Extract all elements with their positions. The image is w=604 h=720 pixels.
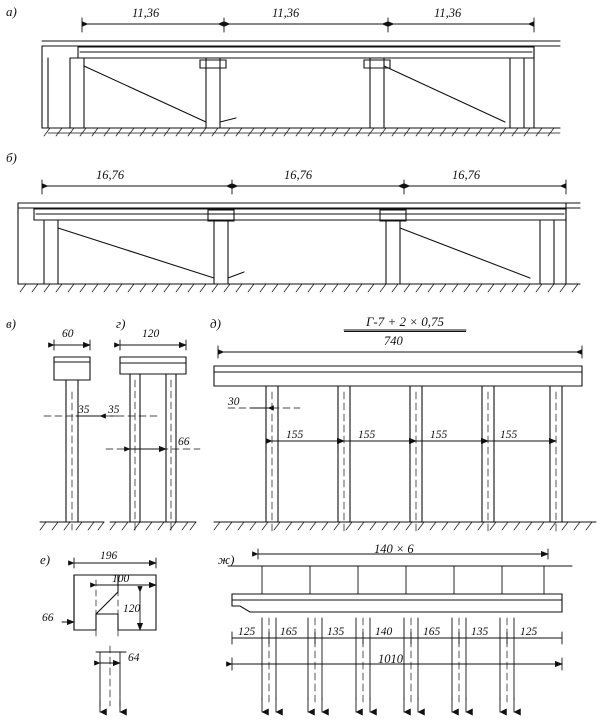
dim-d-left: 30 — [228, 396, 240, 408]
dim-g-top: 120 — [142, 328, 160, 340]
dim-e-right: 120 — [123, 603, 141, 615]
dim-zh-6: 135 — [471, 626, 489, 638]
panel-label-d: д) — [210, 316, 221, 331]
dim-zh-1: 125 — [238, 626, 256, 638]
dim-d-s4: 155 — [500, 429, 518, 441]
dim-e-left: 66 — [42, 612, 54, 624]
dim-a-span1: 11,36 — [132, 6, 160, 20]
panel-label-b: б) — [6, 150, 17, 165]
dim-d-s1: 155 — [286, 429, 304, 441]
dim-e-bot: 64 — [128, 652, 140, 664]
panel-label-g: г) — [116, 316, 126, 331]
dim-a-span2: 11,36 — [272, 6, 300, 20]
dim-zh-4: 140 — [375, 626, 393, 638]
dim-b-span2: 16,76 — [284, 168, 313, 182]
dim-e-top: 196 — [100, 550, 118, 562]
dim-e-in: 100 — [112, 573, 130, 585]
panel-label-zh: ж) — [218, 552, 235, 567]
panel-label-v: в) — [6, 316, 16, 331]
dim-zh-7: 125 — [520, 626, 538, 638]
panel-label-a: а) — [6, 4, 17, 19]
dim-d-s3: 155 — [430, 429, 448, 441]
dim-g-mid: 35 — [108, 404, 120, 416]
dim-zh-total: 1010 — [378, 652, 403, 666]
dim-zh-2: 165 — [280, 626, 298, 638]
dim-zh-5: 165 — [423, 626, 441, 638]
dim-b-span3: 16,76 — [452, 168, 481, 182]
dim-zh-3: 135 — [327, 626, 345, 638]
section-d-title: Г-7 + 2 × 0,75 — [344, 314, 466, 332]
dim-zh-top: 140 × 6 — [374, 542, 414, 556]
dim-g-low: 66 — [178, 436, 190, 448]
dim-b-span1: 16,76 — [96, 168, 125, 182]
dim-d-top: 740 — [384, 334, 403, 348]
panel-label-e: е) — [40, 552, 51, 567]
dim-a-span3: 11,36 — [434, 6, 462, 20]
dim-d-s2: 155 — [358, 429, 376, 441]
dim-v-mid: 35 — [78, 404, 90, 416]
dim-v-top: 60 — [62, 328, 74, 340]
